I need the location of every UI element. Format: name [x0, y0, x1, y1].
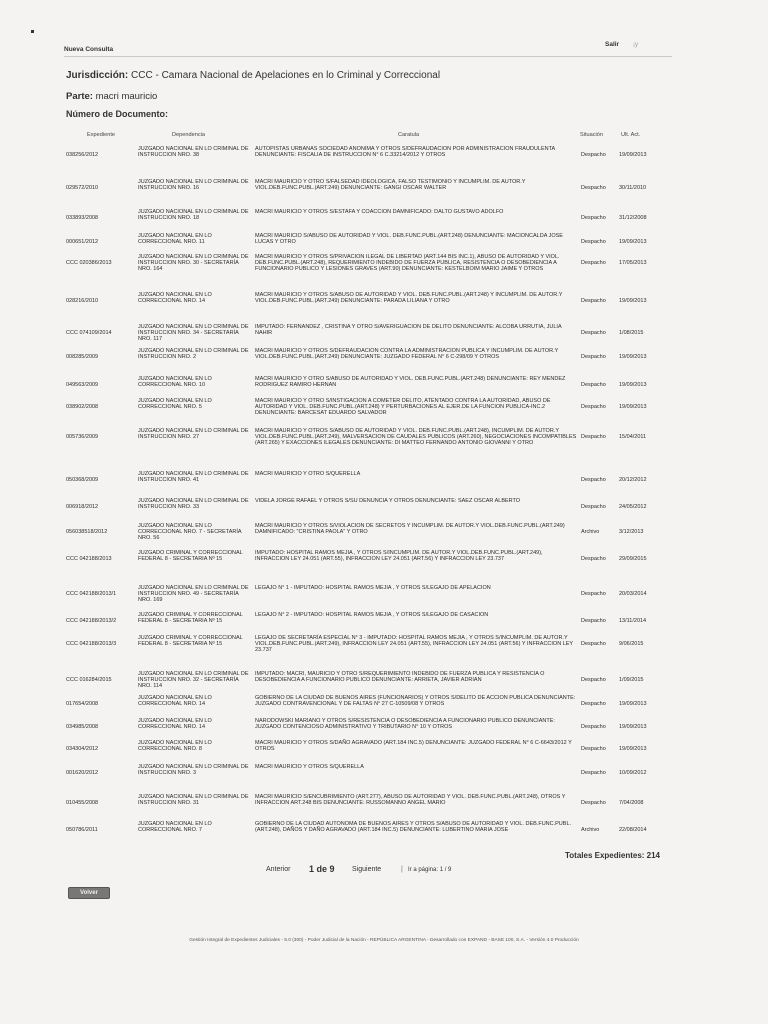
cell-dependencia: JUZGADO NACIONAL EN LO CRIMINAL DE INSTRUCCION NRO. 2 — [138, 348, 249, 361]
cell-dependencia: JUZGADO NACIONAL EN LO CORRECCIONAL NRO. 11 — [138, 233, 212, 246]
cell-expediente[interactable]: 029572/2010 — [66, 185, 99, 191]
jurisdiccion-label: Jurisdicción: — [66, 70, 129, 81]
cell-expediente[interactable]: 056038518/2012 — [66, 529, 108, 535]
cell-caratula: MACRI MAURICIO Y OTROS S/PRIVACION ILEGAL DE LIBERTAD (ART.144 BIS INC.1), ABUSO DE AUTORIDAD Y VIOL. DEB.FUNC.PUBL.(ART.248), REQUERIMIENTO INDEBIDO DE FUERZA PUBLICA, RESISTENCIA O DESOBEDIENCIA A FUNCIONARIO PUBLICO Y LESIONES GRAVES (ART.90) DENUNCIANTE: KESTELBOIM MARIO JAIME Y OTROS — [255, 254, 560, 273]
cell-ult-act: 19/09/2013 — [619, 746, 647, 752]
totales-expedientes: Totales Expedientes: 214 — [565, 851, 660, 860]
cell-caratula: LEGAJO DE SECRETARÍA ESPECIAL N° 3 - IMPUTADO: HOSPITAL RAMOS MEJIA , Y OTROS S/INCUMPLIM. DE AUTOR.Y VIOL.DEB.FUNC.PUBL.(ART.249), INFRACCION LEY 24.051 (ART.55), INFRACCION LEY 24.051 (ART.56) Y INFRACCION LEY 23.737 — [255, 635, 573, 654]
cell-ult-act: 19/09/2013 — [619, 404, 647, 410]
cell-situacion: Archivo — [581, 827, 600, 833]
pager-siguiente[interactable]: Siguiente — [352, 866, 382, 873]
pager-separator: | — [401, 866, 403, 873]
cell-situacion: Despacho — [581, 239, 606, 245]
col-header-ult-act: Ult. Act. — [621, 132, 641, 138]
cell-expediente[interactable]: CCC 016284/2015 — [66, 677, 112, 683]
cell-ult-act: 7/04/2008 — [619, 800, 644, 806]
cell-expediente[interactable]: CCC 042188/2013/1 — [66, 591, 117, 597]
cell-expediente[interactable]: 006918/2012 — [66, 504, 99, 510]
cell-expediente[interactable]: 033893/2008 — [66, 215, 99, 221]
cell-situacion: Despacho — [581, 556, 606, 562]
cell-expediente[interactable]: 000651/2012 — [66, 239, 99, 245]
cell-situacion: Despacho — [581, 701, 606, 707]
cell-expediente[interactable]: 050368/2009 — [66, 477, 99, 483]
col-header-situacion: Situación — [580, 132, 604, 138]
footer: Gestión Integral de Expedientes Judiciales - 5.0 (300) - Poder Judicial de la Nación - REPÚBLICA ARGENTINA - Desarrollado con EXPAND - BASE 100, S.A. - Versión 4.0 Producción — [189, 938, 579, 943]
cell-ult-act: 3/12/2013 — [619, 529, 644, 535]
cell-caratula: MACRI MAURICIO Y OTROS S/ABUSO DE AUTORIDAD Y VIOL. DEB.FUNC.PUBL.(ART.248), INCUMPLIM. DE AUTOR.Y VIOL.DEB.FUNC.PUBL.(ART.249), MALVERSACION DE CAUDALES PUBLICOS (ART.260), NEGOCIACIONES INCOMPATIBLES (ART.265) Y EXACCIONES ILEGALES DENUNCIANTE: DI MATTEO FERNANDO ANTONIO GIOVANNI Y OTRO — [255, 428, 577, 447]
cell-situacion: Despacho — [581, 618, 606, 624]
header-divider — [64, 56, 672, 57]
cell-situacion: Despacho — [581, 770, 606, 776]
cell-caratula: MACRI MAURICIO Y OTRO S/INSTIGACION A COMETER DELITO, ATENTADO CONTRA LA AUTORIDAD, ABUSO DE AUTORIDAD Y VIOL. DEB.FUNC.PUBL.(ART.248) Y PERTURBACIONES AL EJER.DE LA FUNCION PUBLICA-INC.2 DENUNCIANTE: BARCESAT EDUARDO SALVADOR — [255, 398, 551, 417]
cell-ult-act: 19/09/2013 — [619, 354, 647, 360]
cell-expediente[interactable]: 017654/2008 — [66, 701, 99, 707]
cell-caratula: MACRI MAURICIO Y OTROS S/DEFRAUDACION CONTRA LA ADMINISTRACION PUBLICA Y INCUMPLIM. DE AUTOR.Y VIOL.DEB.FUNC.PUBL.(ART.249) DENUNCIANTE: JUZGADO FEDERAL N° 6 C-298/09 Y OTROS — [255, 348, 559, 361]
cell-situacion: Despacho — [581, 354, 606, 360]
cell-dependencia: JUZGADO NACIONAL EN LO CRIMINAL DE INSTRUCCION NRO. 18 — [138, 209, 249, 222]
cell-dependencia: JUZGADO NACIONAL EN LO CORRECCIONAL NRO. 14 — [138, 718, 212, 731]
cell-dependencia: JUZGADO NACIONAL EN LO CORRECCIONAL NRO. 7 - SECRETARÍA NRO. 56 — [138, 523, 242, 542]
cell-situacion: Despacho — [581, 746, 606, 752]
cell-situacion: Despacho — [581, 404, 606, 410]
cell-situacion: Despacho — [581, 724, 606, 730]
cell-situacion: Despacho — [581, 382, 606, 388]
col-header-dependencia: Dependencia — [172, 132, 205, 138]
cell-caratula: MACRI MAURICIO Y OTROS S/QUERELLA — [255, 764, 364, 770]
pager-current-page: 1 de 9 — [309, 864, 335, 874]
cell-ult-act: 24/05/2012 — [619, 504, 647, 510]
cell-ult-act: 19/09/2013 — [619, 298, 647, 304]
cell-ult-act: 31/12/2008 — [619, 215, 647, 221]
cell-expediente[interactable]: CCC 042188/2013 — [66, 556, 112, 562]
cell-caratula: LEGAJO N° 2 - IMPUTADO: HOSPITAL RAMOS MEJIA , Y OTROS S/LEGAJO DE CASACION — [255, 612, 489, 618]
cell-caratula: IMPUTADO: HOSPITAL RAMOS MEJIA , Y OTROS S/INCUMPLIM. DE AUTOR.Y VIOL.DEB.FUNC.PUBL.(ART.249), INFRACCION LEY 24.051 (ART.55), INFRACCION LEY 24.051 (ART.56) Y INFRACCION LEY 23.737 — [255, 550, 543, 563]
cell-dependencia: JUZGADO NACIONAL EN LO CORRECCIONAL NRO. 14 — [138, 292, 212, 305]
cell-caratula: MACRI MAURICIO Y OTRO S/FALSEDAD IDEOLOGICA, FALSO TESTIMONIO Y INCUMPLIM. DE AUTOR.Y VIOL.DEB.FUNC.PUBL.(ART.249) DENUNCIANTE: GANGI OSCAR WALTER — [255, 179, 526, 192]
cell-situacion: Archivo — [581, 529, 600, 535]
cell-ult-act: 9/06/2015 — [619, 641, 644, 647]
cell-dependencia: JUZGADO CRIMINAL Y CORRECCIONAL FEDERAL 8 - SECRETARIA Nº 15 — [138, 550, 243, 563]
cell-ult-act: 29/09/2015 — [619, 556, 647, 562]
cell-caratula: MACRI MAURICIO Y OTROS S/DAÑO AGRAVADO (ART.184 INC.5) DENUNCIANTE: JUZGADO FEDERAL N° 6 C-6643/2012 Y OTROS — [255, 740, 572, 753]
cell-dependencia: JUZGADO NACIONAL EN LO CRIMINAL DE INSTRUCCION NRO. 38 — [138, 146, 249, 159]
cell-expediente[interactable]: 050786/2011 — [66, 827, 98, 833]
cell-situacion: Despacho — [581, 185, 606, 191]
cell-dependencia: JUZGADO NACIONAL EN LO CRIMINAL DE INSTRUCCION NRO. 41 — [138, 471, 249, 484]
cell-ult-act: 19/09/2013 — [619, 239, 647, 245]
cell-dependencia: JUZGADO NACIONAL EN LO CORRECCIONAL NRO. 5 — [138, 398, 212, 411]
cell-expediente[interactable]: CCC 042188/2013/3 — [66, 641, 117, 647]
nueva-consulta-link[interactable]: Nueva Consulta — [64, 46, 114, 53]
cell-dependencia: JUZGADO NACIONAL EN LO CRIMINAL DE INSTRUCCION NRO. 31 — [138, 794, 249, 807]
cell-dependencia: JUZGADO NACIONAL EN LO CRIMINAL DE INSTRUCCION NRO. 27 — [138, 428, 249, 441]
cell-expediente[interactable]: 034985/2008 — [66, 724, 99, 730]
col-header-caratula: Caratula — [398, 132, 420, 138]
cell-ult-act: 17/05/2013 — [619, 260, 647, 266]
cell-ult-act: 10/09/2012 — [619, 770, 647, 776]
cell-caratula: IMPUTADO: MACRI, MAURICIO Y OTRO S/REQUERIMIENTO INDEBIDO DE FUERZA PUBLICA Y RESISTENCIA O DESOBEDIENCIA A FUNCIONARIO PUBLICO DENUNCIANTE: ARRIETA, JAVIER ADRIAN — [255, 671, 545, 684]
jurisdiccion — [66, 70, 440, 81]
cell-caratula: MACRI MAURICIO Y OTROS S/ABUSO DE AUTORIDAD Y VIOL. DEB.FUNC.PUBL.(ART.248) Y INCUMPLIM. DE AUTOR.Y VIOL.DEB.FUNC.PUBL.(ART.249) DENUNCIANTE: PARADA LILIANA Y OTRO — [255, 292, 563, 305]
cell-expediente[interactable]: 038256/2012 — [66, 152, 99, 158]
cell-caratula: MACRI MAURICIO Y OTROS S/VIOLACION DE SECRETOS Y INCUMPLIM. DE AUTOR.Y VIOL.DEB.FUNC.PUBL.(ART.249) DAMNIFICADO: "CRISTINA PAOLA" Y OTRO — [255, 523, 565, 536]
cell-dependencia: JUZGADO NACIONAL EN LO CRIMINAL DE INSTRUCCION NRO. 34 - SECRETARÍA NRO. 117 — [138, 324, 249, 343]
cell-situacion: Despacho — [581, 434, 606, 440]
cell-ult-act: 19/09/2013 — [619, 724, 647, 730]
cell-ult-act: 19/09/2013 — [619, 152, 647, 158]
cell-situacion: Despacho — [581, 477, 606, 483]
jurisdiccion-value: CCC - Camara Nacional de Apelaciones en lo Criminal y Correccional — [131, 70, 441, 81]
scan-dot — [31, 30, 34, 33]
cell-ult-act: 1/08/2015 — [619, 330, 644, 336]
cell-caratula: AUTOPISTAS URBANAS SOCIEDAD ANONIMA Y OTROS S/DEFRAUDACION POR ADMINISTRACION FRAUDULENTA DENUNCIANTE: FISCALIA DE INSTRUCCION N° 6 C.33214/2012 Y OTROS — [255, 146, 555, 159]
cell-ult-act: 13/11/2014 — [619, 618, 647, 624]
cell-expediente[interactable]: 049563/2009 — [66, 382, 99, 388]
cell-caratula: GOBIERNO DE LA CIUDAD DE BUENOS AIRES (FUNCIONARIOS) Y OTROS S/DELITO DE ACCION PUBLICA DENUNCIANTE: JUZGADO CONTRAVENCIONAL Y DE FALTAS N° 27 C-10509/08 Y OTROS — [255, 695, 576, 708]
cell-dependencia: JUZGADO NACIONAL EN LO CRIMINAL DE INSTRUCCION NRO. 3 — [138, 764, 249, 777]
cell-ult-act: 30/11/2010 — [619, 185, 647, 191]
cell-expediente[interactable]: CCC 042188/2013/2 — [66, 618, 117, 624]
cell-caratula: VIDELA JORGE RAFAEL Y OTROS S/SU DENUNCIA Y OTROS DENUNCIANTE: SAEZ OSCAR ALBERTO — [255, 498, 521, 504]
cell-dependencia: JUZGADO NACIONAL EN LO CORRECCIONAL NRO. 10 — [138, 376, 212, 389]
cell-ult-act: 19/09/2013 — [619, 382, 647, 388]
cell-situacion: Despacho — [581, 330, 606, 336]
cell-caratula: LEGAJO N° 1 - IMPUTADO: HOSPITAL RAMOS MEJIA , Y OTROS S/LEGAJO DE APELACION — [255, 585, 491, 591]
cell-expediente[interactable]: 008285/2009 — [66, 354, 99, 360]
cell-dependencia: JUZGADO NACIONAL EN LO CORRECCIONAL NRO. 8 — [138, 740, 212, 753]
cell-situacion: Despacho — [581, 298, 606, 304]
col-header-expediente: Expediente — [87, 132, 115, 138]
cell-dependencia: JUZGADO NACIONAL EN LO CORRECCIONAL NRO. 14 — [138, 695, 212, 708]
cell-expediente[interactable]: CCC 020386/2013 — [66, 260, 112, 266]
cell-expediente[interactable]: 010455/2008 — [66, 800, 99, 806]
cell-ult-act: 20/03/2014 — [619, 591, 647, 597]
cell-caratula: GOBIERNO DE LA CIUDAD AUTONOMA DE BUENOS AIRES Y OTROS S/ABUSO DE AUTORIDAD Y VIOL. DEB.FUNC.PUBL.(ART.248), DAÑOS Y DAÑO AGRAVADO (ART.184 INC.5) DENUNCIANTE: LUBERTINO MARIA JOSE — [255, 821, 572, 834]
cell-caratula: MACRI MAURICIO S/ABUSO DE AUTORIDAD Y VIOL. DEB.FUNC.PUBL.(ART.248) DENUNCIANTE: MACIONCALDA JOSE LUCAS Y OTRO — [255, 233, 563, 246]
cell-situacion: Despacho — [581, 800, 606, 806]
parte-label: Parte: — [66, 91, 93, 102]
cell-dependencia: JUZGADO NACIONAL EN LO CRIMINAL DE INSTRUCCION NRO. 49 - SECRETARÍA NRO. 169 — [138, 585, 249, 604]
cell-situacion: Despacho — [581, 641, 606, 647]
cell-caratula: MACRI MAURICIO Y OTROS S/ESTAFA Y COACCION DAMNIFICADO: DALTO GUSTAVO ADOLFO — [255, 209, 504, 215]
cell-situacion: Despacho — [581, 504, 606, 510]
cell-dependencia: JUZGADO NACIONAL EN LO CRIMINAL DE INSTRUCCION NRO. 16 — [138, 179, 249, 192]
cell-dependencia: JUZGADO NACIONAL EN LO CRIMINAL DE INSTRUCCION NRO. 32 - SECRETARÍA NRO. 114 — [138, 671, 249, 690]
salir-mark: ¡y — [633, 42, 638, 48]
numero-documento-label: Número de Documento: — [66, 109, 169, 119]
cell-ult-act: 19/09/2013 — [619, 701, 647, 707]
cell-ult-act: 15/04/2011 — [619, 434, 647, 440]
cell-caratula: MACRI MAURICIO Y OTRO S/ABUSO DE AUTORIDAD Y VIOL. DEB.FUNC.PUBL.(ART.248) DENUNCIANTE: REY MENDEZ RODRIGUEZ RAMIRO HERNAN — [255, 376, 566, 389]
cell-situacion: Despacho — [581, 591, 606, 597]
volver-button[interactable]: Volver — [68, 887, 110, 899]
cell-expediente[interactable]: CCC 074109/2014 — [66, 330, 112, 336]
cell-situacion: Despacho — [581, 215, 606, 221]
cell-situacion: Despacho — [581, 677, 606, 683]
cell-dependencia: JUZGADO CRIMINAL Y CORRECCIONAL FEDERAL 8 - SECRETARIA Nº 15 — [138, 635, 243, 648]
pager-ir-a-pagina[interactable]: Ir a página: 1 / 9 — [408, 867, 452, 873]
cell-dependencia: JUZGADO NACIONAL EN LO CRIMINAL DE INSTRUCCION NRO. 33 — [138, 498, 249, 511]
cell-caratula: MACRI MAURICIO S/ENCUBRIMIENTO (ART.277), ABUSO DE AUTORIDAD Y VIOL. DEB.FUNC.PUBL.(ART.248), OTROS Y INFRACCION ART.248 BIS DENUNCIANTE: RUSSOMANNO ANGEL MARIO — [255, 794, 566, 807]
cell-ult-act: 1/09/2015 — [619, 677, 644, 683]
cell-caratula: NARODOWSKI MARIANO Y OTROS S/RESISTENCIA O DESOBEDIENCIA A FUNCIONARIO PUBLICO DENUNCIANTE: JUZGADO CONTENCIOSO ADMINISTRATIVO Y TRIBUTARIO N° 10 Y OTROS — [255, 718, 555, 731]
cell-dependencia: JUZGADO CRIMINAL Y CORRECCIONAL FEDERAL 8 - SECRETARIA Nº 15 — [138, 612, 243, 625]
cell-ult-act: 20/12/2012 — [619, 477, 647, 483]
cell-expediente[interactable]: 005736/2009 — [66, 434, 99, 440]
cell-expediente[interactable]: 034304/2012 — [66, 746, 99, 752]
cell-dependencia: JUZGADO NACIONAL EN LO CRIMINAL DE INSTRUCCION NRO. 30 - SECRETARÍA NRO. 164 — [138, 254, 249, 273]
cell-dependencia: JUZGADO NACIONAL EN LO CORRECCIONAL NRO. 7 — [138, 821, 212, 834]
cell-ult-act: 22/08/2014 — [619, 827, 647, 833]
cell-caratula: MACRI MAURICIO Y OTRO S/QUERELLA — [255, 471, 361, 477]
cell-expediente[interactable]: 028216/2010 — [66, 298, 99, 304]
cell-expediente[interactable]: 001620/2012 — [66, 770, 99, 776]
cell-caratula: IMPUTADO: FERNANDEZ , CRISTINA Y OTRO S/AVERIGUACION DE DELITO DENUNCIANTE: ALCOBA URRUTIA, JULIA NAHIR — [255, 324, 562, 337]
pager-anterior[interactable]: Anterior — [266, 866, 291, 873]
parte — [66, 91, 157, 102]
salir-link[interactable]: Salir — [605, 41, 620, 48]
cell-situacion: Despacho — [581, 260, 606, 266]
cell-situacion: Despacho — [581, 152, 606, 158]
parte-value: macri mauricio — [95, 91, 158, 102]
cell-expediente[interactable]: 038902/2008 — [66, 404, 99, 410]
